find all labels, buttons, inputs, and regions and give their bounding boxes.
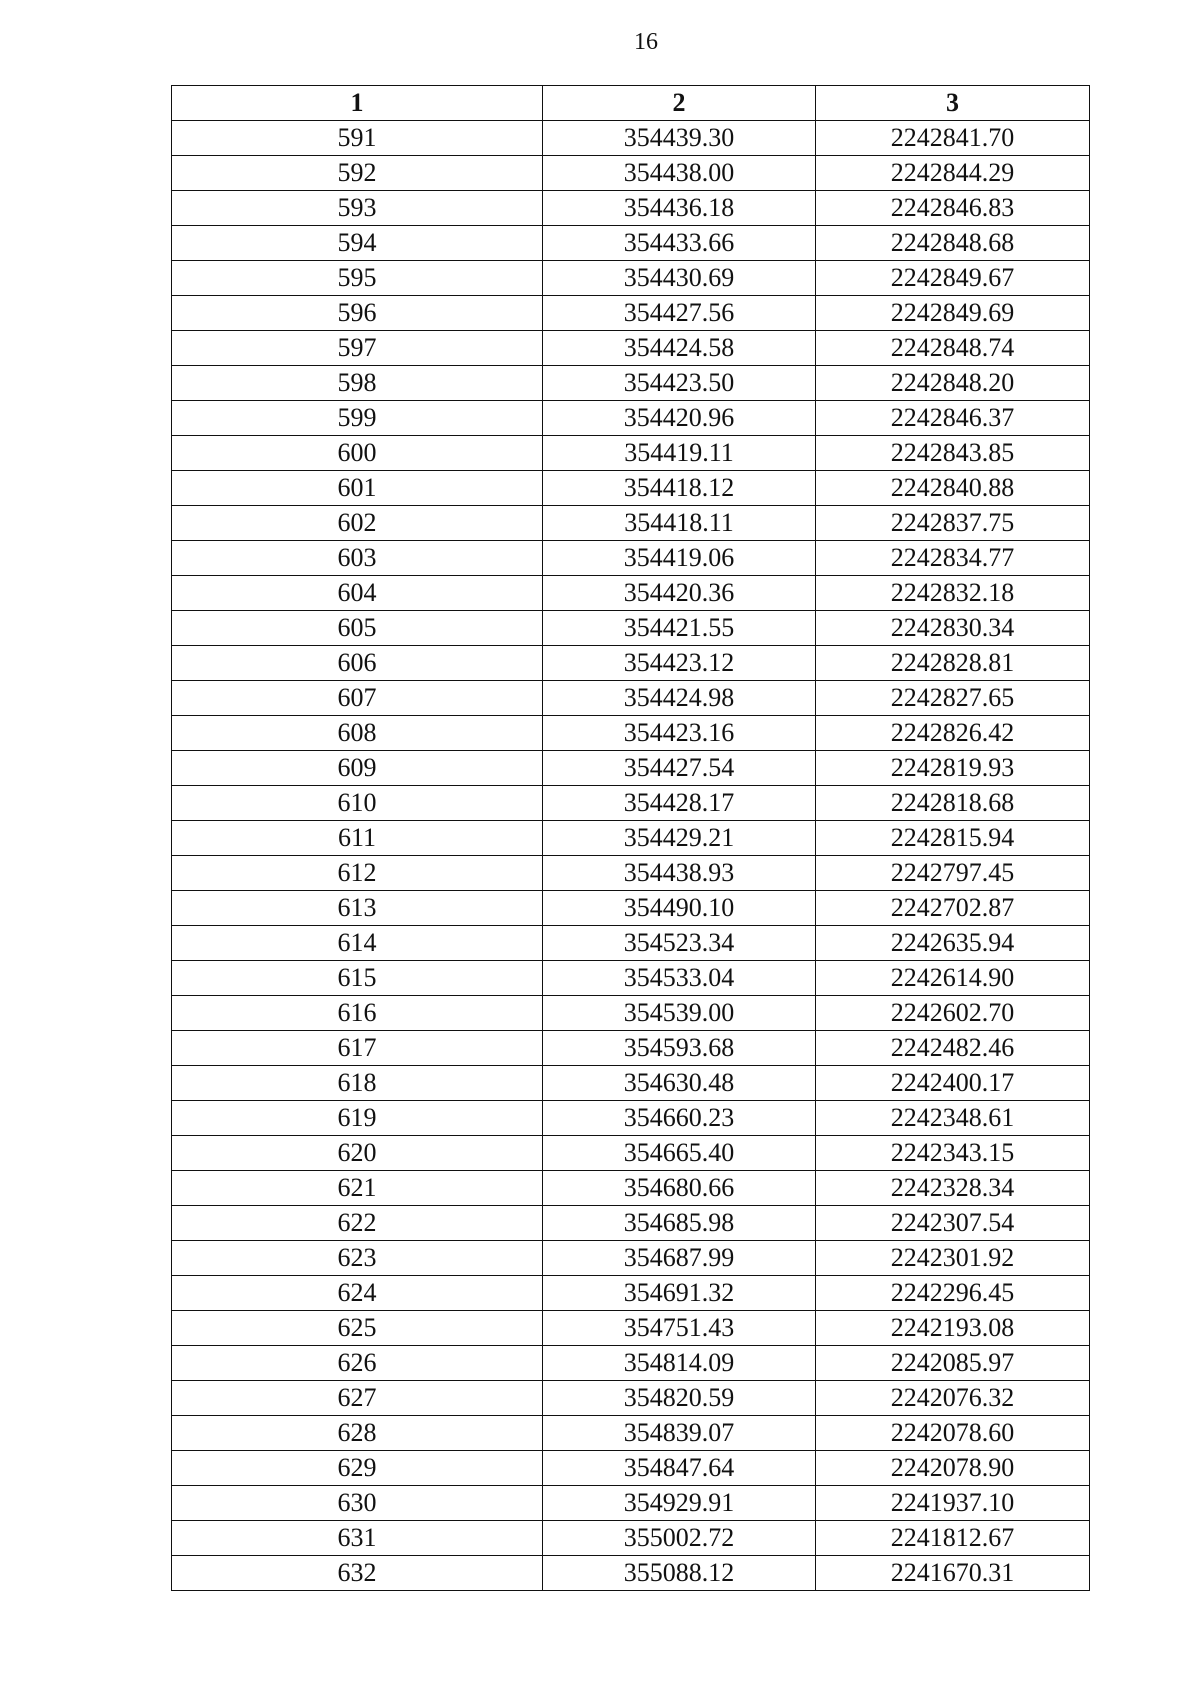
x-coordinate-cell: 354433.66 — [543, 226, 816, 261]
x-coordinate-cell: 354420.36 — [543, 576, 816, 611]
y-coordinate-cell: 2242841.70 — [816, 121, 1090, 156]
table-row — [172, 1241, 1090, 1276]
y-coordinate-cell: 2242614.90 — [816, 961, 1090, 996]
x-coordinate-cell: 354423.16 — [543, 716, 816, 751]
table-row — [172, 1101, 1090, 1136]
table-row — [172, 576, 1090, 611]
point-number-cell: 612 — [172, 856, 543, 891]
y-coordinate-cell: 2242078.60 — [816, 1416, 1090, 1451]
table-row — [172, 751, 1090, 786]
y-coordinate-cell: 2242832.18 — [816, 576, 1090, 611]
table-body — [172, 121, 1090, 1591]
x-coordinate-cell: 354687.99 — [543, 1241, 816, 1276]
point-number-cell: 604 — [172, 576, 543, 611]
point-number-cell: 599 — [172, 401, 543, 436]
y-coordinate-cell: 2242844.29 — [816, 156, 1090, 191]
point-number-cell: 625 — [172, 1311, 543, 1346]
x-coordinate-cell: 354421.55 — [543, 611, 816, 646]
y-coordinate-cell: 2242076.32 — [816, 1381, 1090, 1416]
point-number-cell: 617 — [172, 1031, 543, 1066]
y-coordinate-cell: 2242635.94 — [816, 926, 1090, 961]
table-row — [172, 961, 1090, 996]
y-coordinate-cell: 2242828.81 — [816, 646, 1090, 681]
y-coordinate-cell: 2242797.45 — [816, 856, 1090, 891]
column-header-1: 1 — [172, 86, 543, 121]
x-coordinate-cell: 354929.91 — [543, 1486, 816, 1521]
x-coordinate-cell: 354429.21 — [543, 821, 816, 856]
point-number-cell: 611 — [172, 821, 543, 856]
point-number-cell: 591 — [172, 121, 543, 156]
y-coordinate-cell: 2242819.93 — [816, 751, 1090, 786]
point-number-cell: 615 — [172, 961, 543, 996]
point-number-cell: 627 — [172, 1381, 543, 1416]
x-coordinate-cell: 354847.64 — [543, 1451, 816, 1486]
point-number-cell: 613 — [172, 891, 543, 926]
y-coordinate-cell: 2242848.20 — [816, 366, 1090, 401]
table-row — [172, 1451, 1090, 1486]
point-number-cell: 622 — [172, 1206, 543, 1241]
y-coordinate-cell: 2242702.87 — [816, 891, 1090, 926]
y-coordinate-cell: 2242078.90 — [816, 1451, 1090, 1486]
table-row — [172, 1136, 1090, 1171]
table-row — [172, 226, 1090, 261]
x-coordinate-cell: 354665.40 — [543, 1136, 816, 1171]
x-coordinate-cell: 355088.12 — [543, 1556, 816, 1591]
point-number-cell: 607 — [172, 681, 543, 716]
y-coordinate-cell: 2242848.68 — [816, 226, 1090, 261]
point-number-cell: 596 — [172, 296, 543, 331]
point-number-cell: 632 — [172, 1556, 543, 1591]
point-number-cell: 608 — [172, 716, 543, 751]
y-coordinate-cell: 2242296.45 — [816, 1276, 1090, 1311]
x-coordinate-cell: 354423.12 — [543, 646, 816, 681]
y-coordinate-cell: 2242837.75 — [816, 506, 1090, 541]
x-coordinate-cell: 354438.00 — [543, 156, 816, 191]
y-coordinate-cell: 2242400.17 — [816, 1066, 1090, 1101]
point-number-cell: 610 — [172, 786, 543, 821]
point-number-cell: 620 — [172, 1136, 543, 1171]
coordinates-table — [171, 85, 1090, 1591]
table-row — [172, 1381, 1090, 1416]
table-header-row — [172, 86, 1090, 121]
table-row — [172, 1066, 1090, 1101]
y-coordinate-cell: 2241937.10 — [816, 1486, 1090, 1521]
table-row — [172, 891, 1090, 926]
table-row — [172, 926, 1090, 961]
x-coordinate-cell: 354420.96 — [543, 401, 816, 436]
table-row — [172, 261, 1090, 296]
y-coordinate-cell: 2242843.85 — [816, 436, 1090, 471]
y-coordinate-cell: 2242846.37 — [816, 401, 1090, 436]
column-header-3: 3 — [816, 86, 1090, 121]
point-number-cell: 626 — [172, 1346, 543, 1381]
point-number-cell: 592 — [172, 156, 543, 191]
y-coordinate-cell: 2242328.34 — [816, 1171, 1090, 1206]
table-row — [172, 996, 1090, 1031]
y-coordinate-cell: 2242307.54 — [816, 1206, 1090, 1241]
x-coordinate-cell: 354533.04 — [543, 961, 816, 996]
table-row — [172, 1556, 1090, 1591]
x-coordinate-cell: 354685.98 — [543, 1206, 816, 1241]
point-number-cell: 603 — [172, 541, 543, 576]
table-row — [172, 646, 1090, 681]
x-coordinate-cell: 354593.68 — [543, 1031, 816, 1066]
x-coordinate-cell: 354424.58 — [543, 331, 816, 366]
column-header-2: 2 — [543, 86, 816, 121]
x-coordinate-cell: 354418.12 — [543, 471, 816, 506]
y-coordinate-cell: 2242826.42 — [816, 716, 1090, 751]
point-number-cell: 597 — [172, 331, 543, 366]
x-coordinate-cell: 354680.66 — [543, 1171, 816, 1206]
point-number-cell: 600 — [172, 436, 543, 471]
table-row — [172, 1346, 1090, 1381]
table-row — [172, 156, 1090, 191]
point-number-cell: 601 — [172, 471, 543, 506]
page-number: 16 — [634, 29, 658, 55]
y-coordinate-cell: 2242343.15 — [816, 1136, 1090, 1171]
y-coordinate-cell: 2242848.74 — [816, 331, 1090, 366]
table-row — [172, 1521, 1090, 1556]
y-coordinate-cell: 2242846.83 — [816, 191, 1090, 226]
y-coordinate-cell: 2242301.92 — [816, 1241, 1090, 1276]
x-coordinate-cell: 355002.72 — [543, 1521, 816, 1556]
x-coordinate-cell: 354751.43 — [543, 1311, 816, 1346]
table-row — [172, 681, 1090, 716]
x-coordinate-cell: 354839.07 — [543, 1416, 816, 1451]
table-row — [172, 296, 1090, 331]
y-coordinate-cell: 2242849.69 — [816, 296, 1090, 331]
y-coordinate-cell: 2242818.68 — [816, 786, 1090, 821]
y-coordinate-cell: 2242840.88 — [816, 471, 1090, 506]
point-number-cell: 606 — [172, 646, 543, 681]
x-coordinate-cell: 354424.98 — [543, 681, 816, 716]
x-coordinate-cell: 354439.30 — [543, 121, 816, 156]
y-coordinate-cell: 2242348.61 — [816, 1101, 1090, 1136]
x-coordinate-cell: 354427.54 — [543, 751, 816, 786]
table-row — [172, 1206, 1090, 1241]
point-number-cell: 595 — [172, 261, 543, 296]
table-row — [172, 856, 1090, 891]
table-row — [172, 786, 1090, 821]
x-coordinate-cell: 354539.00 — [543, 996, 816, 1031]
x-coordinate-cell: 354436.18 — [543, 191, 816, 226]
x-coordinate-cell: 354691.32 — [543, 1276, 816, 1311]
point-number-cell: 602 — [172, 506, 543, 541]
y-coordinate-cell: 2242602.70 — [816, 996, 1090, 1031]
y-coordinate-cell: 2242834.77 — [816, 541, 1090, 576]
table-row — [172, 1031, 1090, 1066]
y-coordinate-cell: 2242085.97 — [816, 1346, 1090, 1381]
table-row — [172, 541, 1090, 576]
y-coordinate-cell: 2242482.46 — [816, 1031, 1090, 1066]
point-number-cell: 614 — [172, 926, 543, 961]
x-coordinate-cell: 354419.11 — [543, 436, 816, 471]
point-number-cell: 630 — [172, 1486, 543, 1521]
point-number-cell: 605 — [172, 611, 543, 646]
x-coordinate-cell: 354418.11 — [543, 506, 816, 541]
x-coordinate-cell: 354430.69 — [543, 261, 816, 296]
y-coordinate-cell: 2242193.08 — [816, 1311, 1090, 1346]
table-row — [172, 471, 1090, 506]
table-row — [172, 366, 1090, 401]
x-coordinate-cell: 354660.23 — [543, 1101, 816, 1136]
x-coordinate-cell: 354523.34 — [543, 926, 816, 961]
x-coordinate-cell: 354630.48 — [543, 1066, 816, 1101]
point-number-cell: 598 — [172, 366, 543, 401]
table-row — [172, 436, 1090, 471]
x-coordinate-cell: 354419.06 — [543, 541, 816, 576]
table-row — [172, 821, 1090, 856]
x-coordinate-cell: 354428.17 — [543, 786, 816, 821]
x-coordinate-cell: 354423.50 — [543, 366, 816, 401]
table-row — [172, 1276, 1090, 1311]
table-row — [172, 121, 1090, 156]
point-number-cell: 594 — [172, 226, 543, 261]
table-row — [172, 401, 1090, 436]
x-coordinate-cell: 354438.93 — [543, 856, 816, 891]
point-number-cell: 624 — [172, 1276, 543, 1311]
table-row — [172, 1171, 1090, 1206]
point-number-cell: 609 — [172, 751, 543, 786]
table-row — [172, 1311, 1090, 1346]
table-row — [172, 1416, 1090, 1451]
x-coordinate-cell: 354427.56 — [543, 296, 816, 331]
table-row — [172, 191, 1090, 226]
x-coordinate-cell: 354814.09 — [543, 1346, 816, 1381]
y-coordinate-cell: 2242815.94 — [816, 821, 1090, 856]
point-number-cell: 631 — [172, 1521, 543, 1556]
y-coordinate-cell: 2241812.67 — [816, 1521, 1090, 1556]
table-row — [172, 506, 1090, 541]
point-number-cell: 618 — [172, 1066, 543, 1101]
point-number-cell: 623 — [172, 1241, 543, 1276]
point-number-cell: 616 — [172, 996, 543, 1031]
table-row — [172, 1486, 1090, 1521]
y-coordinate-cell: 2242849.67 — [816, 261, 1090, 296]
y-coordinate-cell: 2242827.65 — [816, 681, 1090, 716]
point-number-cell: 621 — [172, 1171, 543, 1206]
point-number-cell: 629 — [172, 1451, 543, 1486]
y-coordinate-cell: 2241670.31 — [816, 1556, 1090, 1591]
table-row — [172, 331, 1090, 366]
y-coordinate-cell: 2242830.34 — [816, 611, 1090, 646]
x-coordinate-cell: 354820.59 — [543, 1381, 816, 1416]
point-number-cell: 619 — [172, 1101, 543, 1136]
x-coordinate-cell: 354490.10 — [543, 891, 816, 926]
table-row — [172, 611, 1090, 646]
point-number-cell: 628 — [172, 1416, 543, 1451]
table-row — [172, 716, 1090, 751]
point-number-cell: 593 — [172, 191, 543, 226]
